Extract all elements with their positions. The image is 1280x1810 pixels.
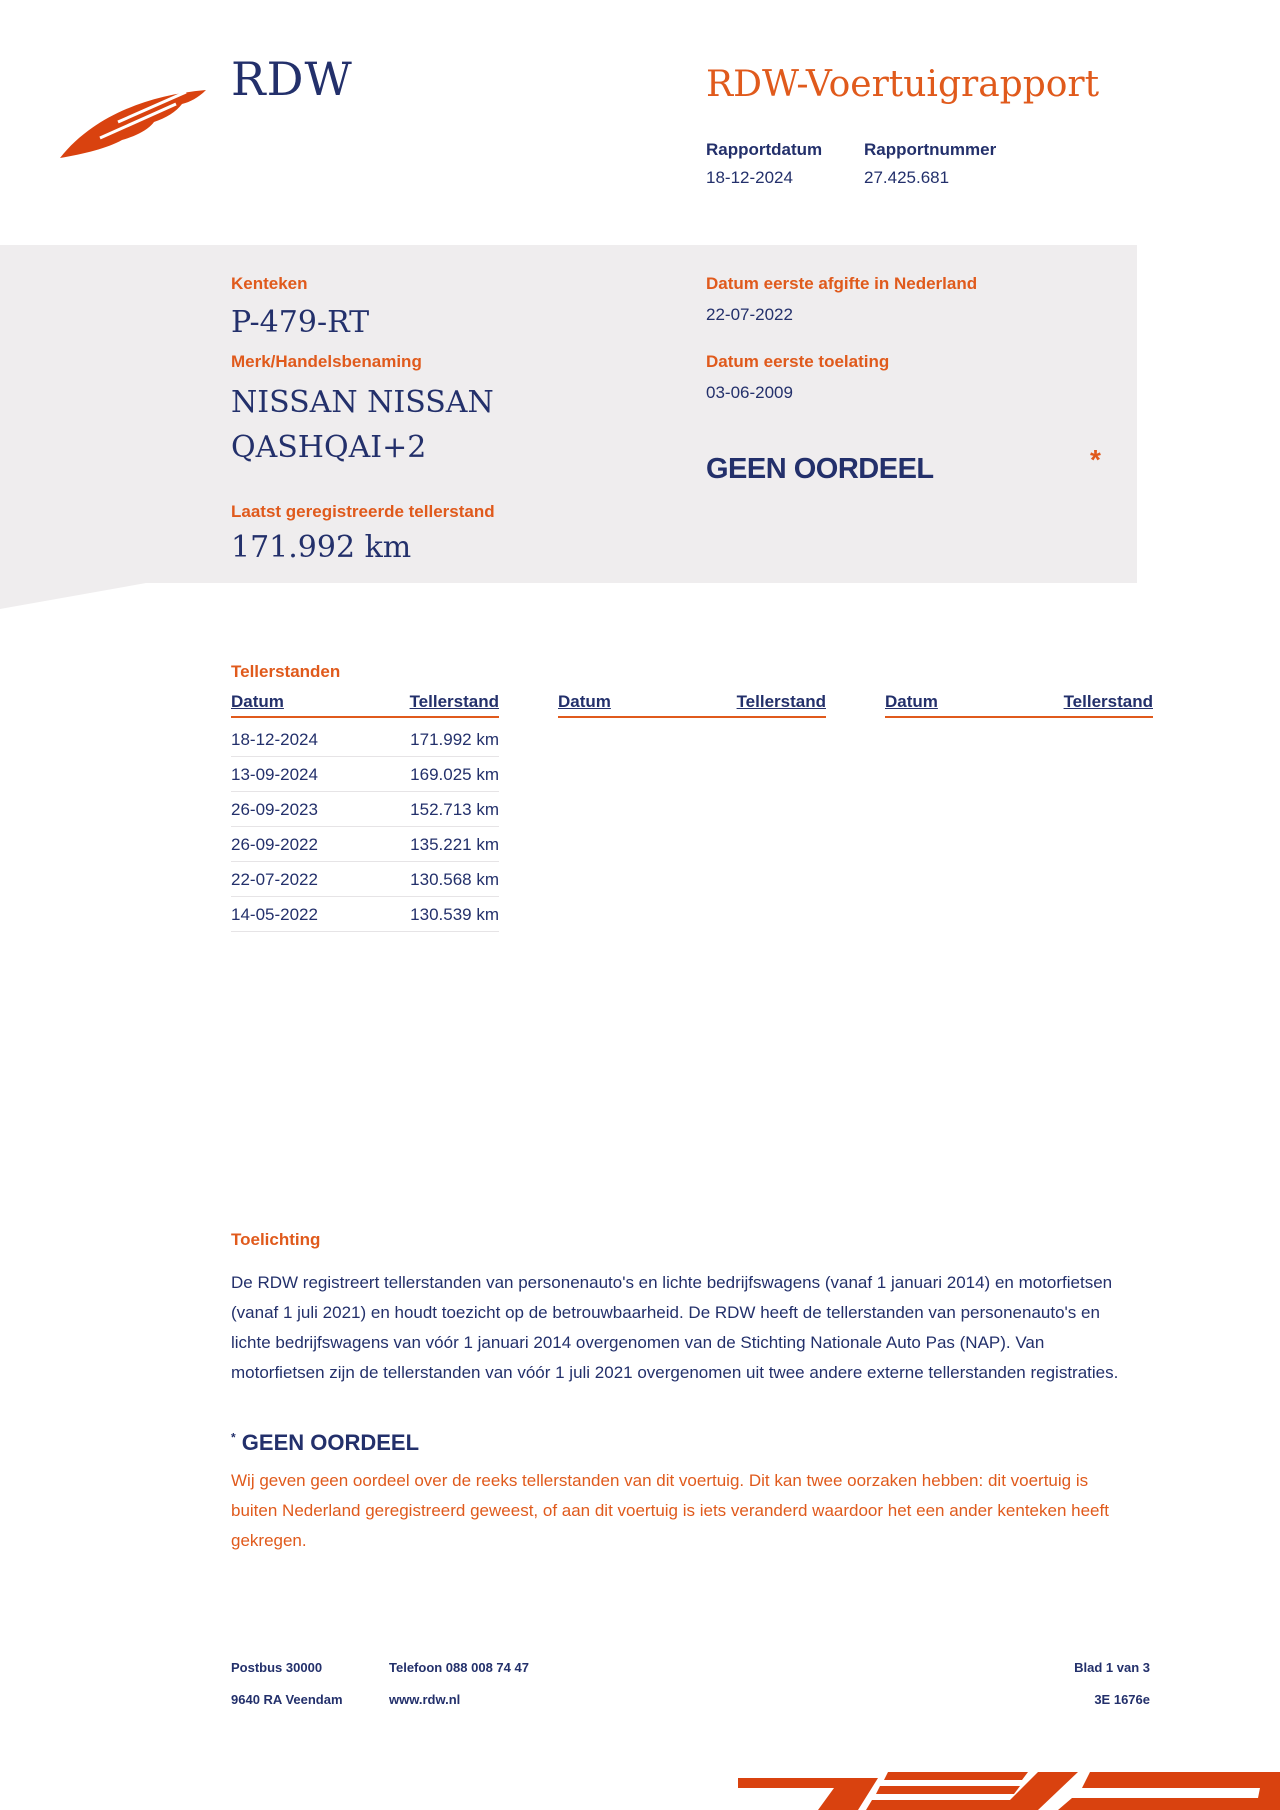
footnote-title: GEEN OORDEEL — [241, 1430, 420, 1455]
column-header-datum: Datum — [231, 692, 284, 711]
column-header-datum: Datum — [558, 692, 611, 711]
rapportnummer-label: Rapportnummer — [864, 140, 997, 159]
afgifte-label: Datum eerste afgifte in Nederland — [706, 274, 978, 293]
row-tellerstand: 130.568 km — [410, 870, 499, 889]
last-tellerstand-label: Laatst geregistreerde tellerstand — [231, 502, 495, 521]
merk-value-line1: NISSAN NISSAN — [231, 385, 494, 420]
column-header-datum: Datum — [885, 692, 938, 711]
column-header-tellerstand: Tellerstand — [409, 692, 499, 711]
kenteken-value: P-479-RT — [231, 305, 370, 340]
merk-label: Merk/Handelsbenaming — [231, 352, 422, 371]
toelichting-title: Toelichting — [231, 1230, 321, 1249]
rapportdatum-label: Rapportdatum — [706, 140, 823, 159]
rapportnummer-value: 27.425.681 — [864, 168, 950, 187]
tellerstanden-table — [231, 722, 499, 932]
brand-name: RDW — [231, 52, 353, 106]
toelating-label: Datum eerste toelating — [706, 352, 890, 371]
row-tellerstand: 171.992 km — [410, 730, 499, 749]
footer-page-number: Blad 1 van 3 — [1074, 1660, 1150, 1675]
footer-website[interactable]: www.rdw.nl — [389, 1692, 461, 1707]
footnote-heading — [231, 1430, 419, 1456]
verdict-text: GEEN OORDEEL — [706, 453, 934, 485]
footer-postbus: Postbus 30000 — [231, 1660, 323, 1675]
table-row — [231, 862, 499, 897]
tellerstanden-title: Tellerstanden — [231, 662, 341, 681]
merk-value-line2: QASHQAI+2 — [231, 430, 427, 465]
panel-corner — [0, 583, 146, 609]
footer-code: 3E 1676e — [1094, 1692, 1150, 1707]
table-header-group-3 — [885, 692, 1153, 718]
table-row — [231, 827, 499, 862]
row-datum: 22-07-2022 — [231, 870, 318, 889]
row-datum: 26-09-2023 — [231, 800, 318, 819]
table-row — [231, 792, 499, 827]
row-tellerstand: 135.221 km — [410, 835, 499, 854]
footer-telefoon: Telefoon 088 008 74 47 — [389, 1660, 529, 1675]
footnote-text: Wij geven geen oordeel over de reeks tellerstanden van dit voertuig. Dit kan twee oorzaken hebben: dit voertuig is buiten Nederland geregistreerd geweest, of aan dit voertuig is iets veranderd waardoor het een ander kenteken heeft gekregen. — [231, 1471, 1109, 1550]
vehicle-info-panel — [0, 245, 1137, 583]
verdict-star-marker: * — [1090, 444, 1101, 475]
table-header-group-2 — [558, 692, 826, 718]
afgifte-value: 22-07-2022 — [706, 305, 793, 324]
table-row — [231, 722, 499, 757]
report-title: RDW-Voertuigrapport — [706, 64, 1100, 105]
table-row — [231, 897, 499, 932]
row-tellerstand: 169.025 km — [410, 765, 499, 784]
row-datum: 13-09-2024 — [231, 765, 318, 784]
rdw-wing-icon — [58, 82, 210, 162]
footer-city: 9640 RA Veendam — [231, 1692, 343, 1707]
rdw-stripes-icon — [738, 1758, 1280, 1810]
row-tellerstand: 152.713 km — [410, 800, 499, 819]
row-datum: 26-09-2022 — [231, 835, 318, 854]
column-header-tellerstand: Tellerstand — [736, 692, 826, 711]
toelichting-text: De RDW registreert tellerstanden van personenauto's en lichte bedrijfswagens (vanaf 1 januari 2014) en motorfietsen (vanaf 1 juli 2021) en houdt toezicht op de betrouwbaarheid. De RDW heeft de tellerstanden van personenauto's en lichte bedrijfswagens van vóór 1 januari 2014 overgenomen van de Stichting Nationale Auto Pas (NAP). Van motorfietsen zijn de tellerstanden van vóór 1 juli 2021 overgenomen uit twee andere externe tellerstanden registraties. — [231, 1273, 1119, 1382]
toelating-value: 03-06-2009 — [706, 383, 793, 402]
last-tellerstand-value: 171.992 km — [231, 530, 412, 565]
table-header-group-1 — [231, 692, 499, 718]
row-datum: 18-12-2024 — [231, 730, 318, 749]
row-datum: 14-05-2022 — [231, 905, 318, 924]
column-header-tellerstand: Tellerstand — [1063, 692, 1153, 711]
kenteken-label: Kenteken — [231, 274, 308, 293]
table-row — [231, 757, 499, 792]
footnote-marker: * — [231, 1430, 236, 1445]
row-tellerstand: 130.539 km — [410, 905, 499, 924]
rapportdatum-value: 18-12-2024 — [706, 168, 793, 187]
